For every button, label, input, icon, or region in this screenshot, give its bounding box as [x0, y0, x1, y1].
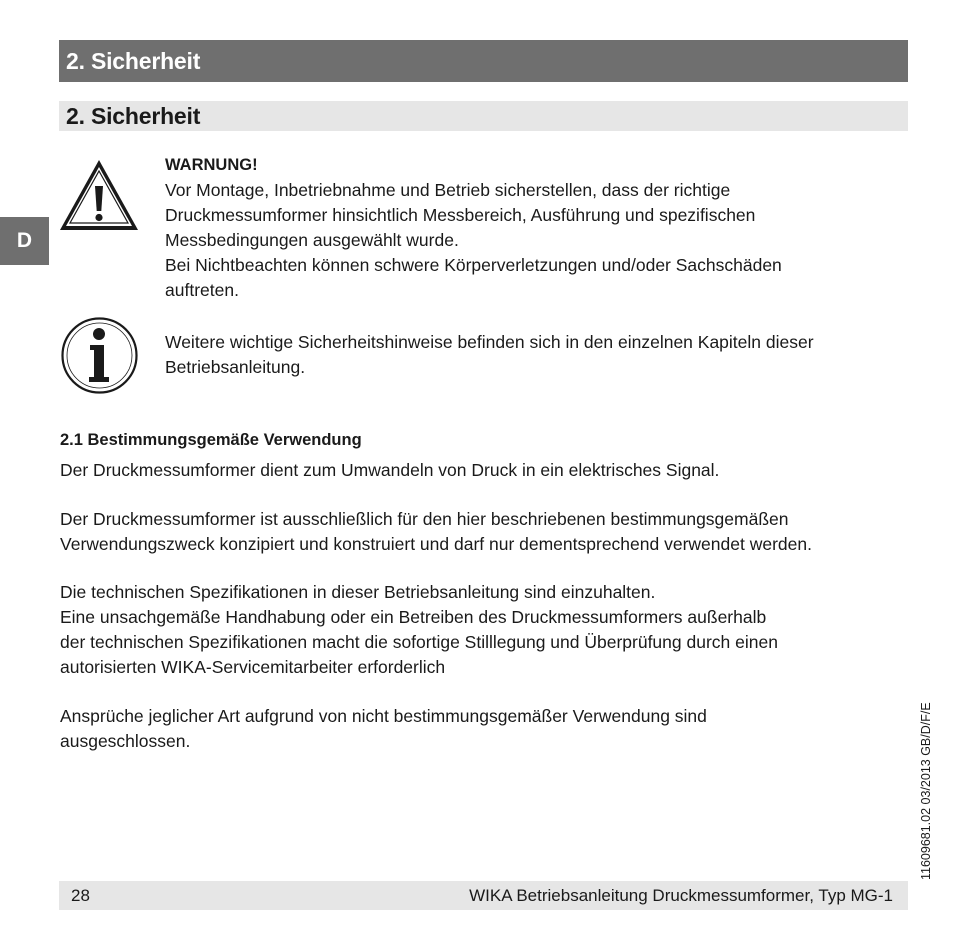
section-header-bar — [59, 40, 908, 82]
info-line: Weitere wichtige Sicherheitshinweise befinden sich in den einzelnen Kapiteln dieser — [165, 332, 814, 352]
subsection-header-bar — [59, 101, 908, 131]
page-footer — [59, 881, 908, 910]
warning-line: auftreten. — [165, 280, 239, 300]
paragraph-3 — [60, 580, 910, 680]
footer-title: WIKA Betriebsanleitung Druckmessumformer, Typ MG-1 — [469, 885, 893, 905]
section-2-1-heading: 2.1 Bestimmungsgemäße Verwendung — [60, 431, 362, 449]
paragraph-line: ausgeschlossen. — [60, 731, 191, 751]
paragraph-line: Der Druckmessumformer dient zum Umwandeln von Druck in ein elektrisches Signal. — [60, 460, 720, 480]
info-icon — [60, 316, 139, 395]
warning-line: Druckmessumformer hinsichtlich Messbereich, Ausführung und spezifischen — [165, 205, 756, 225]
paragraph-line: Eine unsachgemäße Handhabung oder ein Betreiben des Druckmessumformers außerhalb — [60, 607, 767, 627]
paragraph-line: Verwendungszweck konzipiert und konstruiert und darf nur dementsprechend verwendet werden. — [60, 534, 812, 554]
warning-line: Vor Montage, Inbetriebnahme und Betrieb sicherstellen, dass der richtige — [165, 180, 731, 200]
paragraph-line: der technischen Spezifikationen macht die sofortige Stilllegung und Überprüfung durch einen — [60, 632, 778, 652]
info-block — [165, 330, 905, 380]
page-number: 28 — [71, 885, 90, 905]
paragraph-4 — [60, 704, 910, 754]
paragraph-line: Der Druckmessumformer ist ausschließlich für den hier beschriebenen bestimmungsgemäßen — [60, 509, 789, 529]
paragraph-line: Ansprüche jeglicher Art aufgrund von nicht bestimmungsgemäßer Verwendung sind — [60, 706, 707, 726]
paragraph-line: autorisierten WIKA-Servicemitarbeiter erforderlich — [60, 657, 446, 677]
document-code: 11609681.02 03/2013 GB/D/F/E — [919, 702, 933, 880]
subsection-title: 2. Sicherheit — [66, 102, 201, 129]
warning-line: Messbedingungen ausgewählt wurde. — [165, 230, 459, 250]
info-line: Betriebsanleitung. — [165, 357, 306, 377]
paragraph-1 — [60, 458, 910, 483]
section-title: 2. Sicherheit — [66, 47, 201, 74]
language-tab — [0, 217, 49, 265]
paragraph-2 — [60, 507, 910, 557]
warning-block — [165, 153, 885, 303]
warning-line: Bei Nichtbeachten können schwere Körperverletzungen und/oder Sachschäden — [165, 255, 782, 275]
warning-title: WARNUNG! — [165, 156, 258, 174]
warning-triangle-icon — [58, 158, 140, 232]
paragraph-line: Die technischen Spezifikationen in dieser Betriebsanleitung sind einzuhalten. — [60, 582, 656, 602]
language-tab-label: D — [16, 229, 33, 252]
